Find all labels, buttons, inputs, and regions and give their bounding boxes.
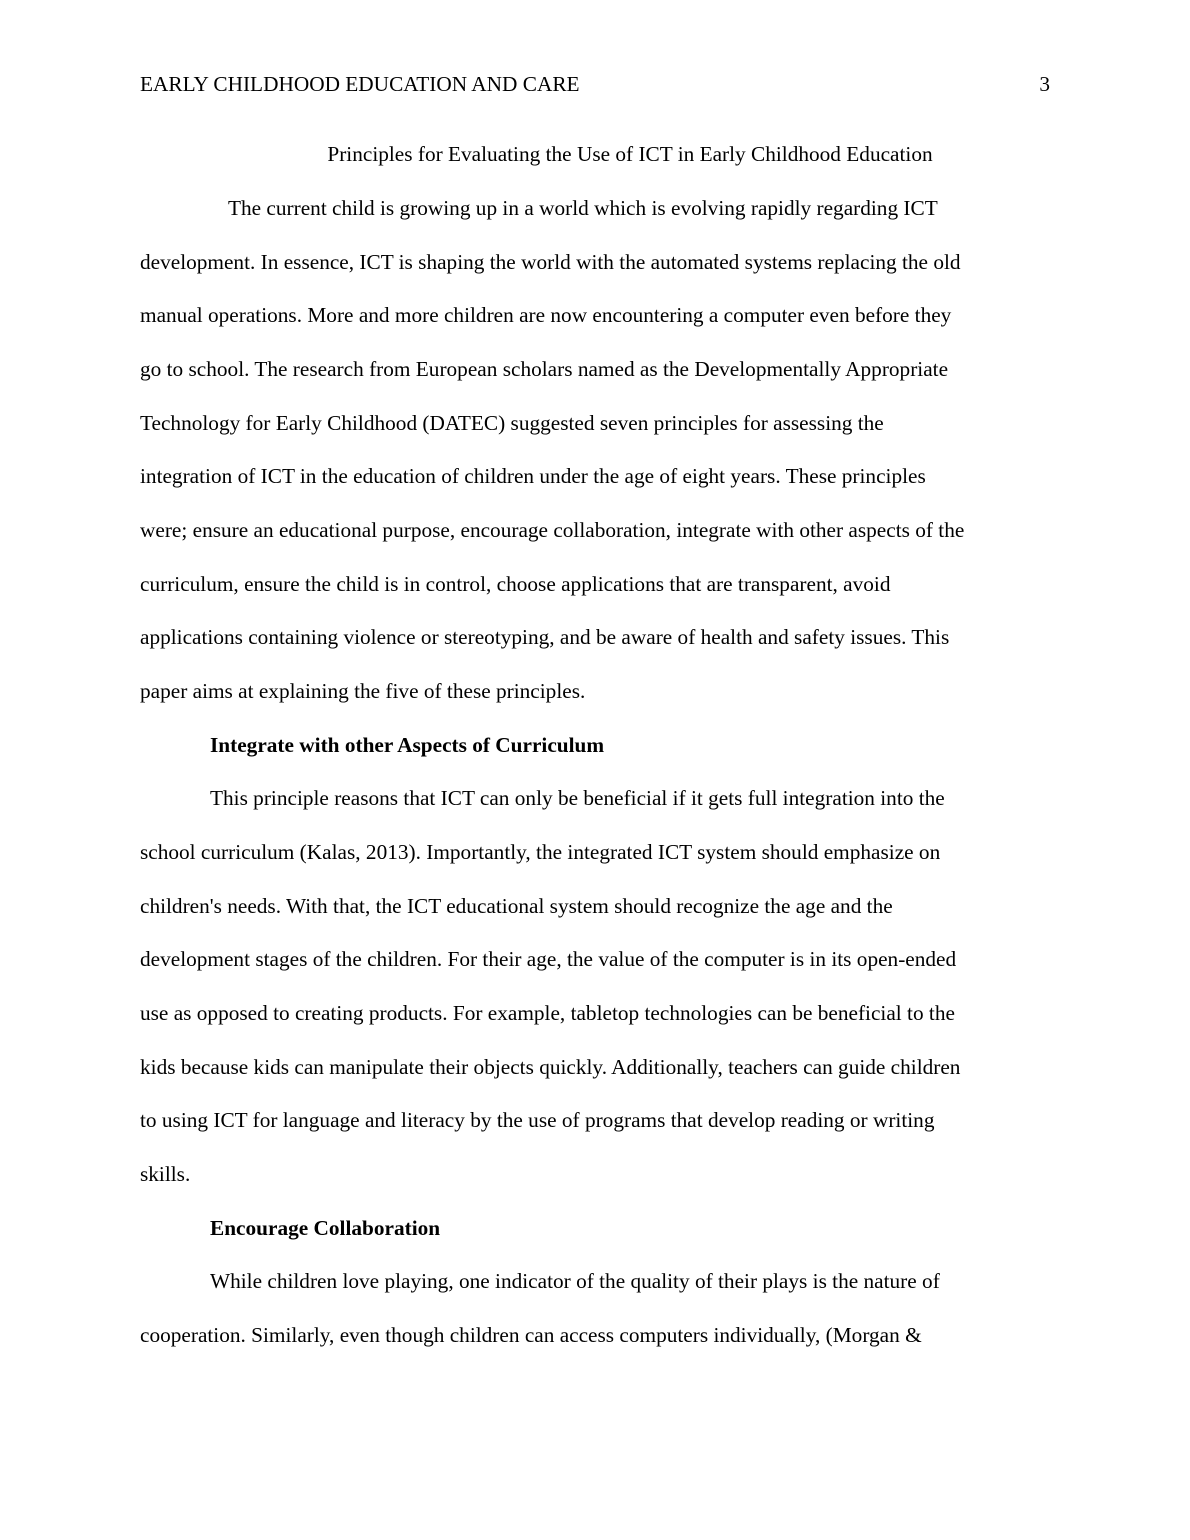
paragraph-line: use as opposed to creating products. For example, tabletop technologies can be beneficial to the xyxy=(140,1001,955,1025)
paragraph-line: development stages of the children. For their age, the value of the computer is in its open-ended xyxy=(140,947,957,971)
paragraph-line: While children love playing, one indicator of the quality of their plays is the nature of xyxy=(210,1269,940,1293)
running-head: EARLY CHILDHOOD EDUCATION AND CARE xyxy=(140,72,580,96)
page-number: 3 xyxy=(1039,72,1050,96)
paragraph-line: development. In essence, ICT is shaping the world with the automated systems replacing the old xyxy=(140,250,961,274)
paragraph-line: kids because kids can manipulate their objects quickly. Additionally, teachers can guide children xyxy=(140,1055,961,1079)
paragraph-line: Technology for Early Childhood (DATEC) suggested seven principles for assessing the xyxy=(140,411,884,435)
paragraph-line: manual operations. More and more children are now encountering a computer even before they xyxy=(140,303,952,327)
page-title: Principles for Evaluating the Use of ICT in Early Childhood Education xyxy=(327,142,933,166)
section-heading: Encourage Collaboration xyxy=(210,1216,441,1240)
paragraph-line: integration of ICT in the education of children under the age of eight years. These principles xyxy=(140,464,926,488)
paragraph-line: go to school. The research from European scholars named as the Developmentally Appropriate xyxy=(140,357,949,381)
paragraph-line: school curriculum (Kalas, 2013). Importantly, the integrated ICT system should emphasize on xyxy=(140,840,941,864)
paragraph-line: cooperation. Similarly, even though children can access computers individually, (Morgan & xyxy=(140,1323,922,1347)
paragraph-line: curriculum, ensure the child is in control, choose applications that are transparent, avoid xyxy=(140,572,891,596)
paragraph-line: This principle reasons that ICT can only be beneficial if it gets full integration into the xyxy=(210,786,945,810)
paragraph-line: applications containing violence or stereotyping, and be aware of health and safety issues. This xyxy=(140,625,950,649)
paragraph-line: were; ensure an educational purpose, encourage collaboration, integrate with other aspects of the xyxy=(140,518,965,542)
paragraph-line: skills. xyxy=(140,1162,191,1186)
paragraph-line: paper aims at explaining the five of these principles. xyxy=(140,679,586,703)
paragraph-line: The current child is growing up in a world which is evolving rapidly regarding ICT xyxy=(228,196,938,220)
paragraph-line: children's needs. With that, the ICT educational system should recognize the age and the xyxy=(140,894,893,918)
section-heading: Integrate with other Aspects of Curriculum xyxy=(210,733,605,757)
paragraph-line: to using ICT for language and literacy by the use of programs that develop reading or writing xyxy=(140,1108,935,1132)
